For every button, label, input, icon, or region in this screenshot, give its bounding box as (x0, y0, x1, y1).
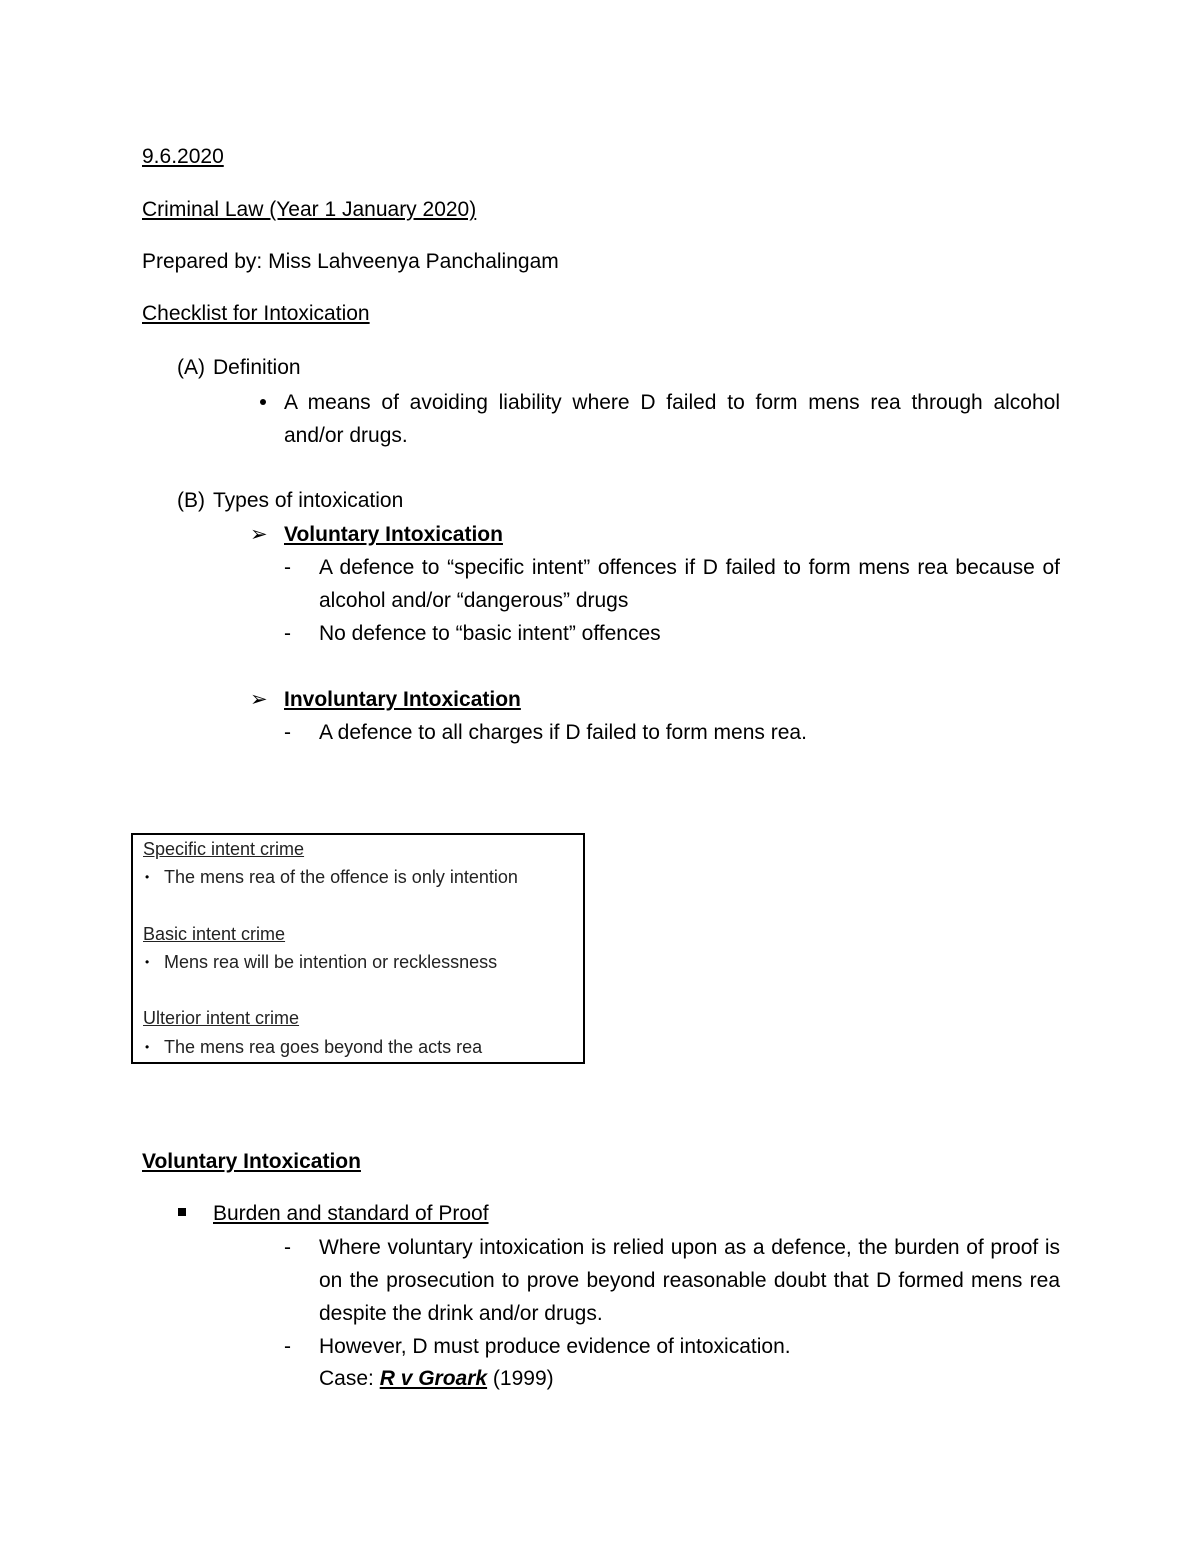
voluntary-section-title: Voluntary Intoxication (142, 1150, 361, 1173)
arrow-bullet-icon: ➢ (250, 688, 268, 711)
voluntary-point-1: A defence to “specific intent” offences if D failed to form mens rea because of alcohol and/or “dangerous” drugs (319, 556, 1060, 612)
burden-subheading: Burden and standard of Proof (213, 1202, 489, 1225)
box-heading-basic: Basic intent crime (143, 924, 286, 944)
section-a-label: (A) (177, 356, 205, 379)
square-bullet-icon (178, 1208, 186, 1216)
box-bullet-basic: Mens rea will be intention or recklessness (164, 952, 498, 972)
case-year: (1999) (487, 1367, 554, 1390)
dash-icon: - (284, 622, 291, 645)
burden-point-1: Where voluntary intoxication is relied upon as a defence, the burden of proof is on the prosecution to prove beyond reasonable doubt that D formed mens rea despite the drink and/or drugs. (319, 1236, 1060, 1325)
dash-icon: - (284, 721, 291, 744)
bullet-dot-icon: • (145, 870, 150, 884)
box-bullet-ulterior: The mens rea goes beyond the acts rea (164, 1037, 483, 1057)
case-name: R v Groark (379, 1367, 488, 1390)
box-bullet-specific: The mens rea of the offence is only intention (164, 867, 518, 887)
voluntary-subtitle: Voluntary Intoxication (284, 523, 503, 546)
definition-bullet-text: A means of avoiding liability where D failed to form mens rea through alcohol and/or drugs. (284, 391, 1060, 447)
dash-icon: - (284, 1335, 291, 1358)
definition-text (284, 386, 1060, 452)
voluntary-point-2: No defence to “basic intent” offences (319, 622, 661, 645)
bullet-dot-icon (260, 399, 266, 405)
box-heading-ulterior: Ulterior intent crime (143, 1008, 300, 1028)
involuntary-subtitle: Involuntary Intoxication (284, 688, 521, 711)
course-title: Criminal Law (Year 1 January 2020) (142, 198, 477, 221)
arrow-bullet-icon: ➢ (250, 523, 268, 546)
section-b-title: Types of intoxication (213, 489, 404, 512)
dash-icon: - (284, 1236, 291, 1259)
prepared-by: Prepared by: Miss Lahveenya Panchalingam (142, 250, 559, 273)
case-prefix: Case: (319, 1367, 380, 1390)
section-b-label: (B) (177, 489, 205, 512)
involuntary-point-1: A defence to all charges if D failed to form mens rea. (319, 721, 807, 744)
case-citation (319, 1367, 554, 1391)
box-heading-specific: Specific intent crime (143, 839, 305, 859)
bullet-dot-icon: • (145, 1040, 150, 1054)
bullet-dot-icon: • (145, 955, 150, 969)
dash-icon: - (284, 556, 291, 579)
checklist-title: Checklist for Intoxication (142, 302, 370, 325)
section-a-title: Definition (213, 356, 301, 379)
date: 9.6.2020 (142, 145, 224, 168)
intent-crimes-box (131, 833, 585, 1064)
burden-point-2: However, D must produce evidence of intoxication. (319, 1335, 791, 1358)
